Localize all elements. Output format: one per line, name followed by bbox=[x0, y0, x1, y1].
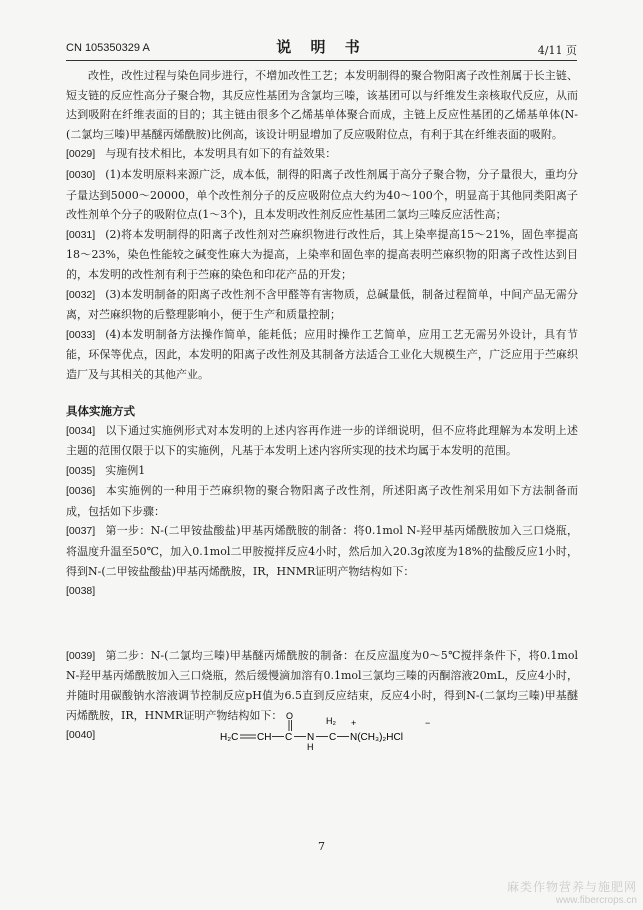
header-rule bbox=[66, 60, 577, 61]
paragraph-0031: [0031] (2)将本发明制得的阳离子改性剂对苎麻织物进行改性后，其上染率提高15～21%，固色率提高18～23%，染色性能较之碱变性麻大为提高，上染率和固色率的提高表明苎麻织物的阳离子改性达到目的，本发明的改性剂有利于苎麻的染色和印花产品的开发； bbox=[66, 227, 578, 281]
paragraph-0039: [0039] 第二步：N-(二氯均三嗪)甲基醚丙烯酰胺的制备：在反应温度为0～5℃搅拌条件下，将0.1mol N-羟甲基丙烯酰胺加入三口烧瓶，然后缓慢滴加溶有0.1mol三氯均三嗪的丙酮溶液20mL，反应4小时，并随时用碳酸钠水溶液调节控制反应pH值为6.5直到反应结束，反应4小时，得到N-(二氯均三嗪)甲基醚丙烯酰胺，IR，HNMR证明产物结构如下： bbox=[66, 648, 578, 722]
formula-minus: − bbox=[425, 718, 431, 728]
formula-h2c: H₂C bbox=[220, 732, 239, 743]
formula-o: O bbox=[286, 711, 294, 721]
watermark-line1: 麻类作物营养与施肥网 bbox=[506, 880, 637, 894]
paragraph-0037: [0037] 第一步：N-(二甲铵盐酸盐)甲基丙烯酰胺的制备：将0.1mol N-羟甲基丙烯酰胺加入三口烧瓶，将温度升温至50℃，加入0.1mol二甲胺搅拌反应4小时，然后加入20.3g浓度为18%的盐酸反应1小时，得到N-(二甲铵盐酸盐)甲基丙烯酰胺，IR，HNMR证明产物结构如下： bbox=[66, 524, 578, 578]
chemical-structure bbox=[220, 710, 440, 750]
formula-nme: N(CH₃)₂HCl bbox=[350, 732, 403, 743]
page-indicator: 4/11 页 bbox=[537, 44, 577, 57]
document-title: 说 明 书 bbox=[276, 38, 367, 56]
chemical-structure-svg bbox=[220, 710, 440, 750]
watermark bbox=[507, 878, 637, 906]
paragraph-0036: [0036] 本实施例的一种用于苎麻织物的聚合物阳离子改性剂，所述阳离子改性剂采用如下方法制备而成，包括如下步骤： bbox=[66, 484, 578, 518]
paragraph-continued: 改性，改性过程与染色同步进行，不增加改性工艺；本发明制得的聚合物阳离子改性剂属于长主链、短支链的反应性高分子聚合物，其反应性基团为含氯均三嗪，该基团可以与纤维发生亲核取代反应，从而达到吸附在纤维表面的目的；其主链由很多个乙烯基单体聚合而成，主链上反应性基团的乙烯基单体(N-(二氯均三嗪)甲基醚丙烯酰胺)比例高，该设计明显增加了反应吸附位点，有利于其在纤维表面的吸附。 bbox=[66, 69, 578, 141]
paragraph-0032: [0032] (3)本发明制备的阳离子改性剂不含甲醛等有害物质，总碱量低，制备过程简单，中间产品无需分离，对苎麻织物的后整理影响小，便于生产和质量控制； bbox=[66, 287, 578, 322]
formula-ch: CH bbox=[257, 732, 272, 743]
watermark-line2: www.fibercrops.cn bbox=[555, 895, 637, 906]
formula-h: H bbox=[307, 742, 314, 750]
formula-spacer bbox=[66, 602, 578, 646]
formula-plus: + bbox=[351, 718, 357, 728]
formula-c2: C bbox=[329, 732, 337, 743]
patent-number: CN 105350329 A bbox=[66, 42, 150, 54]
page-number: 7 bbox=[318, 840, 325, 853]
document-body bbox=[66, 66, 578, 746]
page-header bbox=[66, 38, 577, 58]
paragraph-0030: [0030] (1)本发明原料来源广泛，成本低，制得的阳离子改性剂属于高分子聚合物，分子量很大，重均分子量达到5000～20000，单个改性剂分子的反应吸附位点大约为40～100个，明显高于其他同类阳离子改性剂单个分子的吸附位点(1～3个)，且本发明改性剂反应性基团二氯均三嗪反应活性高； bbox=[66, 167, 578, 222]
paragraph-0040: [0040] bbox=[66, 729, 96, 742]
formula-c: C bbox=[285, 732, 293, 743]
formula-h2: H₂ bbox=[326, 716, 336, 726]
paragraph-0033: [0033] (4)本发明制备方法操作简单，能耗低；应用时操作工艺简单，应用工艺无需另外设计，具有节能，环保等优点，因此，本发明的阳离子改性剂及其制备方法适合工业化大规模生产，广泛应用于苎麻织造厂及与其相关的其他产业。 bbox=[66, 327, 578, 381]
paragraph-0029: [0029] 与现有技术相比，本发明具有如下的有益效果： bbox=[66, 147, 337, 161]
section-heading: 具体实施方式 bbox=[66, 403, 135, 418]
paragraph-0035: [0035] 实施例1 bbox=[66, 463, 146, 477]
paragraph-0038: [0038] bbox=[66, 585, 96, 598]
paragraph-0034: [0034] 以下通过实施例形式对本发明的上述内容再作进一步的详细说明，但不应将此理解为本发明上述主题的范围仅限于以下的实施例，凡基于本发明上述内容所实现的技术均属于本发明的范围。 bbox=[66, 423, 578, 458]
formula-n: N bbox=[307, 732, 315, 743]
